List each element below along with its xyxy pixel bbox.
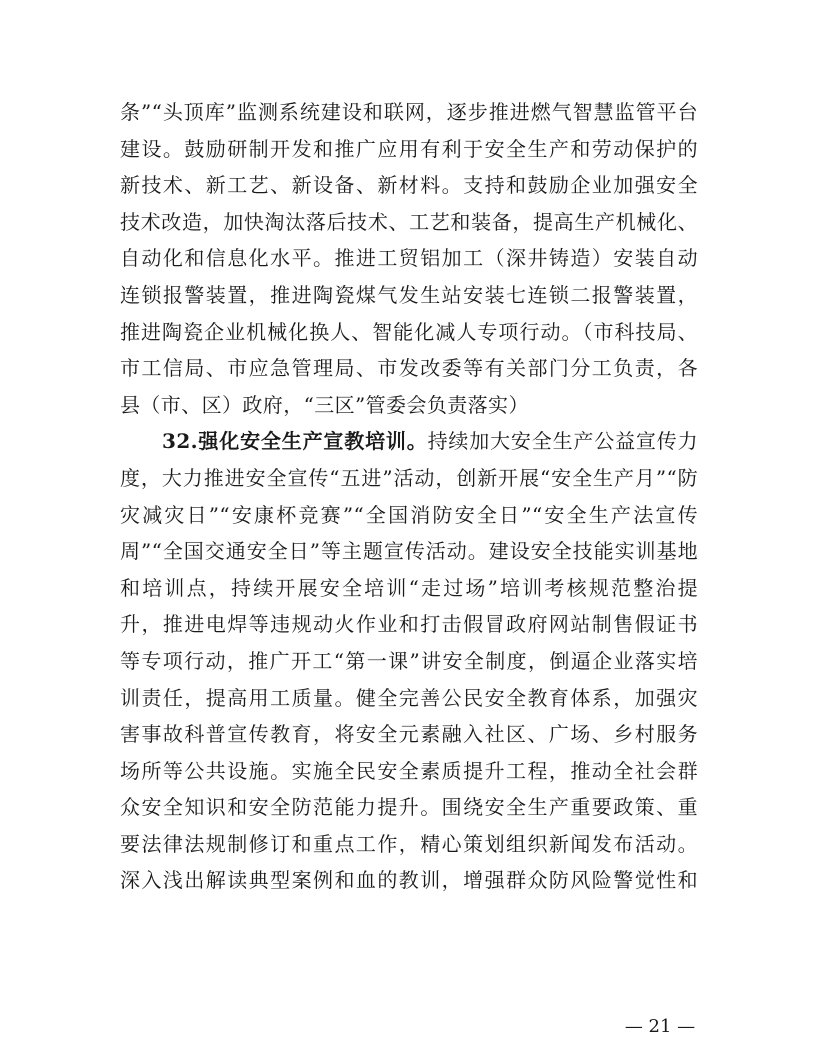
text-line: 众安全知识和安全防范能力提升。围绕安全生产重要政策、重 — [120, 795, 698, 820]
text-line: 连锁报警装置，推进陶瓷煤气发生站安装七连锁二报警装置， — [120, 282, 698, 307]
text-line: 害事故科普宣传教育，将安全元素融入社区、广场、乡村服务 — [120, 722, 698, 747]
text-line: 市工信局、市应急管理局、市发改委等有关部门分工负责，各 — [120, 356, 698, 381]
text-line: 县（市、区）政府，“三区”管委会负责落实） — [120, 392, 529, 417]
text-line: 灾减灾日”“安康杯竞赛”“全国消防安全日”“安全生产法宣传 — [120, 502, 698, 527]
text-line: 新技术、新工艺、新设备、新材料。支持和鼓励企业加强安全 — [120, 173, 698, 198]
text-line: 训责任，提高用工质量。健全完善公民安全教育体系，加强灾 — [120, 685, 698, 710]
text-line: 条”“头顶库”监测系统建设和联网，逐步推进燃气智慧监管平台 — [120, 100, 698, 124]
text-line: 周”“全国交通安全日”等主题宣传活动。建设安全技能实训基地 — [120, 539, 698, 564]
paragraph-first-line — [120, 423, 698, 460]
text-line: 和培训点，持续开展安全培训“走过场”培训考核规范整治提 — [120, 575, 698, 600]
heading-line-text: 持续加大安全生产公益宣传力 — [427, 429, 698, 454]
text-line: 自动化和信息化水平。推进工贸铝加工（深井铸造）安装自动 — [120, 246, 698, 271]
page-number: — 21 — — [624, 1016, 696, 1037]
text-line: 建设。鼓励研制开发和推广应用有利于安全生产和劳动保护的 — [120, 136, 698, 161]
paragraph-2 — [120, 423, 698, 899]
paragraph-1 — [120, 94, 698, 423]
text-line: 等专项行动，推广开工“第一课”讲安全制度，倒逼企业落实培 — [120, 648, 698, 673]
text-line: 升，推进电焊等违规动火作业和打击假冒政府网站制售假证书 — [120, 612, 698, 637]
text-line: 技术改造，加快淘汰落后技术、工艺和装备，提高生产机械化、 — [120, 209, 698, 234]
body-text — [120, 94, 698, 899]
section-heading: 32.强化安全生产宣教培训。 — [162, 429, 428, 454]
text-line: 度，大力推进安全宣传“五进”活动，创新开展“安全生产月”“防 — [120, 465, 698, 490]
text-line: 场所等公共设施。实施全民安全素质提升工程，推动全社会群 — [120, 758, 698, 783]
text-line: 推进陶瓷企业机械化换人、智能化减人专项行动。（市科技局、 — [120, 319, 698, 344]
text-line: 要法律法规制修订和重点工作，精心策划组织新闻发布活动。 — [120, 831, 698, 856]
text-line: 深入浅出解读典型案例和血的教训，增强群众防风险警觉性和 — [120, 868, 698, 893]
